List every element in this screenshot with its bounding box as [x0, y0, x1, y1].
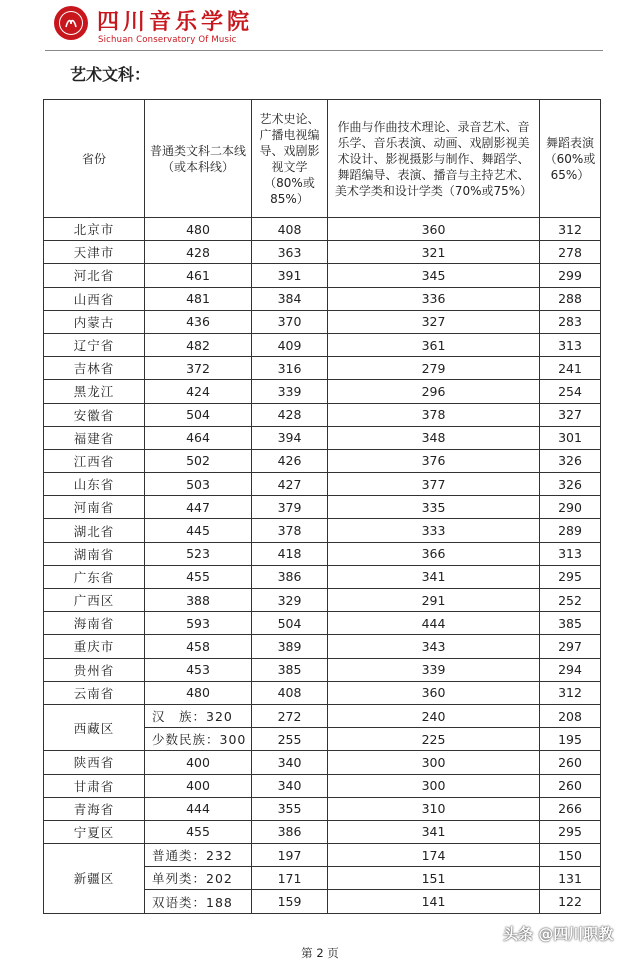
art-theory-score-cell: 426	[252, 449, 328, 472]
page-header	[0, 0, 640, 52]
composition-score-cell: 151	[328, 867, 540, 890]
art-theory-score-cell: 391	[252, 264, 328, 287]
table-row	[44, 820, 601, 843]
art-theory-score-cell: 316	[252, 357, 328, 380]
province-cell: 江西省	[44, 449, 145, 472]
general-score-cell: 461	[145, 264, 252, 287]
dance-score-cell: 122	[540, 890, 601, 913]
dance-score-cell: 266	[540, 797, 601, 820]
score-table	[43, 99, 601, 914]
province-cell: 内蒙古	[44, 310, 145, 333]
dance-score-cell: 327	[540, 403, 601, 426]
province-cell: 重庆市	[44, 635, 145, 658]
province-cell: 黑龙江	[44, 380, 145, 403]
table-row	[44, 496, 601, 519]
general-score-cell: 400	[145, 774, 252, 797]
province-cell: 河北省	[44, 264, 145, 287]
province-cell: 甘肃省	[44, 774, 145, 797]
dance-score-cell: 312	[540, 681, 601, 704]
composition-score-cell: 444	[328, 612, 540, 635]
art-theory-score-cell: 159	[252, 890, 328, 913]
table-row	[44, 774, 601, 797]
composition-score-cell: 335	[328, 496, 540, 519]
composition-score-cell: 348	[328, 426, 540, 449]
general-score-cell: 455	[145, 565, 252, 588]
province-cell: 辽宁省	[44, 333, 145, 356]
general-score-cell: 458	[145, 635, 252, 658]
table-row	[44, 681, 601, 704]
art-theory-score-cell: 339	[252, 380, 328, 403]
art-theory-score-cell: 329	[252, 589, 328, 612]
table-row	[44, 403, 601, 426]
art-theory-score-cell: 340	[252, 751, 328, 774]
dance-score-cell: 301	[540, 426, 601, 449]
table-row	[44, 380, 601, 403]
table-row	[44, 542, 601, 565]
table-row	[44, 287, 601, 310]
composition-score-cell: 360	[328, 681, 540, 704]
art-theory-score-cell: 386	[252, 820, 328, 843]
general-score-cell: 单列类：202	[145, 867, 252, 890]
composition-score-cell: 341	[328, 820, 540, 843]
province-cell: 吉林省	[44, 357, 145, 380]
table-row	[44, 704, 601, 727]
table-row	[44, 658, 601, 681]
general-score-cell: 593	[145, 612, 252, 635]
general-score-cell: 400	[145, 751, 252, 774]
province-cell: 宁夏区	[44, 820, 145, 843]
dance-score-cell: 208	[540, 704, 601, 727]
page-number: 第 2 页	[301, 946, 339, 960]
dance-score-cell: 195	[540, 728, 601, 751]
art-theory-score-cell: 418	[252, 542, 328, 565]
school-logo-icon	[54, 6, 88, 40]
province-cell: 广西区	[44, 589, 145, 612]
art-theory-score-cell: 408	[252, 681, 328, 704]
province-cell: 西藏区	[44, 704, 145, 750]
composition-score-cell: 300	[328, 751, 540, 774]
general-score-cell: 445	[145, 519, 252, 542]
dance-score-cell: 299	[540, 264, 601, 287]
composition-score-cell: 360	[328, 218, 540, 241]
general-score-cell: 481	[145, 287, 252, 310]
dance-score-cell: 289	[540, 519, 601, 542]
header-province: 省份	[44, 100, 145, 218]
general-score-cell: 双语类：188	[145, 890, 252, 913]
dance-score-cell: 313	[540, 333, 601, 356]
composition-score-cell: 361	[328, 333, 540, 356]
dance-score-cell: 313	[540, 542, 601, 565]
general-score-cell: 汉 族：320	[145, 704, 252, 727]
art-theory-score-cell: 389	[252, 635, 328, 658]
art-theory-score-cell: 384	[252, 287, 328, 310]
composition-score-cell: 321	[328, 241, 540, 264]
province-cell: 河南省	[44, 496, 145, 519]
general-score-cell: 少数民族：300	[145, 728, 252, 751]
province-cell: 新疆区	[44, 844, 145, 914]
province-cell: 海南省	[44, 612, 145, 635]
composition-score-cell: 343	[328, 635, 540, 658]
composition-score-cell: 240	[328, 704, 540, 727]
dance-score-cell: 326	[540, 473, 601, 496]
province-cell: 北京市	[44, 218, 145, 241]
table-row	[44, 333, 601, 356]
table-row	[44, 310, 601, 333]
general-score-cell: 372	[145, 357, 252, 380]
dance-score-cell: 278	[540, 241, 601, 264]
composition-score-cell: 376	[328, 449, 540, 472]
art-theory-score-cell: 340	[252, 774, 328, 797]
general-score-cell: 436	[145, 310, 252, 333]
art-theory-score-cell: 355	[252, 797, 328, 820]
header-art-theory: 艺术史论、广播电视编导、戏剧影视文学（80%或85%）	[252, 100, 328, 218]
composition-score-cell: 327	[328, 310, 540, 333]
header-general: 普通类文科二本线（或本科线）	[145, 100, 252, 218]
table-row	[44, 589, 601, 612]
art-theory-score-cell: 428	[252, 403, 328, 426]
section-title: 艺术文科：	[70, 65, 151, 84]
table-row	[44, 519, 601, 542]
general-score-cell: 523	[145, 542, 252, 565]
table-row	[44, 565, 601, 588]
general-score-cell: 447	[145, 496, 252, 519]
table-row	[44, 612, 601, 635]
table-row	[44, 797, 601, 820]
general-score-cell: 502	[145, 449, 252, 472]
dance-score-cell: 252	[540, 589, 601, 612]
art-theory-score-cell: 378	[252, 519, 328, 542]
table-row	[44, 357, 601, 380]
general-score-cell: 480	[145, 681, 252, 704]
dance-score-cell: 150	[540, 844, 601, 867]
general-score-cell: 388	[145, 589, 252, 612]
art-theory-score-cell: 386	[252, 565, 328, 588]
table-row	[44, 264, 601, 287]
dance-score-cell: 241	[540, 357, 601, 380]
province-cell: 安徽省	[44, 403, 145, 426]
general-score-cell: 444	[145, 797, 252, 820]
province-cell: 山东省	[44, 473, 145, 496]
province-cell: 湖北省	[44, 519, 145, 542]
art-theory-score-cell: 504	[252, 612, 328, 635]
general-score-cell: 453	[145, 658, 252, 681]
table-body	[44, 218, 601, 914]
table-header-row	[44, 100, 601, 218]
general-score-cell: 428	[145, 241, 252, 264]
header-dance: 舞蹈表演（60%或65%）	[540, 100, 601, 218]
composition-score-cell: 310	[328, 797, 540, 820]
province-cell: 广东省	[44, 565, 145, 588]
art-theory-score-cell: 370	[252, 310, 328, 333]
header-composition: 作曲与作曲技术理论、录音艺术、音乐学、音乐表演、动画、戏剧影视美术设计、影视摄影与制作、舞蹈学、舞蹈编导、表演、播音与主持艺术、美术学类和设计学类（70%或75%）	[328, 100, 540, 218]
table-row	[44, 635, 601, 658]
table-row	[44, 426, 601, 449]
general-score-cell: 482	[145, 333, 252, 356]
general-score-cell: 455	[145, 820, 252, 843]
art-theory-score-cell: 171	[252, 867, 328, 890]
composition-score-cell: 339	[328, 658, 540, 681]
table-row	[44, 218, 601, 241]
composition-score-cell: 336	[328, 287, 540, 310]
province-cell: 湖南省	[44, 542, 145, 565]
general-score-cell: 503	[145, 473, 252, 496]
dance-score-cell: 312	[540, 218, 601, 241]
art-theory-score-cell: 272	[252, 704, 328, 727]
art-theory-score-cell: 197	[252, 844, 328, 867]
dance-score-cell: 297	[540, 635, 601, 658]
table-row	[44, 473, 601, 496]
dance-score-cell: 260	[540, 774, 601, 797]
dance-score-cell: 295	[540, 820, 601, 843]
dance-score-cell: 131	[540, 867, 601, 890]
dance-score-cell: 385	[540, 612, 601, 635]
art-theory-score-cell: 408	[252, 218, 328, 241]
art-theory-score-cell: 427	[252, 473, 328, 496]
general-score-cell: 464	[145, 426, 252, 449]
watermark: 头条 @四川职教	[503, 925, 614, 943]
composition-score-cell: 341	[328, 565, 540, 588]
general-score-cell: 424	[145, 380, 252, 403]
composition-score-cell: 296	[328, 380, 540, 403]
composition-score-cell: 378	[328, 403, 540, 426]
province-cell: 福建省	[44, 426, 145, 449]
school-name-cn: 四川音乐学院	[97, 9, 254, 35]
composition-score-cell: 345	[328, 264, 540, 287]
general-score-cell: 普通类：232	[145, 844, 252, 867]
art-theory-score-cell: 385	[252, 658, 328, 681]
composition-score-cell: 141	[328, 890, 540, 913]
province-cell: 天津市	[44, 241, 145, 264]
composition-score-cell: 225	[328, 728, 540, 751]
province-cell: 贵州省	[44, 658, 145, 681]
composition-score-cell: 174	[328, 844, 540, 867]
table-row	[44, 449, 601, 472]
dance-score-cell: 290	[540, 496, 601, 519]
province-cell: 陕西省	[44, 751, 145, 774]
dance-score-cell: 260	[540, 751, 601, 774]
general-score-cell: 480	[145, 218, 252, 241]
art-theory-score-cell: 409	[252, 333, 328, 356]
art-theory-score-cell: 379	[252, 496, 328, 519]
dance-score-cell: 283	[540, 310, 601, 333]
table-row	[44, 844, 601, 867]
province-cell: 山西省	[44, 287, 145, 310]
dance-score-cell: 254	[540, 380, 601, 403]
composition-score-cell: 366	[328, 542, 540, 565]
province-cell: 青海省	[44, 797, 145, 820]
province-cell: 云南省	[44, 681, 145, 704]
table-row	[44, 751, 601, 774]
dance-score-cell: 288	[540, 287, 601, 310]
dance-score-cell: 294	[540, 658, 601, 681]
composition-score-cell: 333	[328, 519, 540, 542]
header-divider	[45, 50, 603, 51]
table-row	[44, 241, 601, 264]
general-score-cell: 504	[145, 403, 252, 426]
composition-score-cell: 300	[328, 774, 540, 797]
art-theory-score-cell: 394	[252, 426, 328, 449]
art-theory-score-cell: 363	[252, 241, 328, 264]
composition-score-cell: 377	[328, 473, 540, 496]
composition-score-cell: 291	[328, 589, 540, 612]
dance-score-cell: 326	[540, 449, 601, 472]
composition-score-cell: 279	[328, 357, 540, 380]
school-name-en: Sichuan Conservatory Of Music	[98, 35, 237, 45]
art-theory-score-cell: 255	[252, 728, 328, 751]
dance-score-cell: 295	[540, 565, 601, 588]
